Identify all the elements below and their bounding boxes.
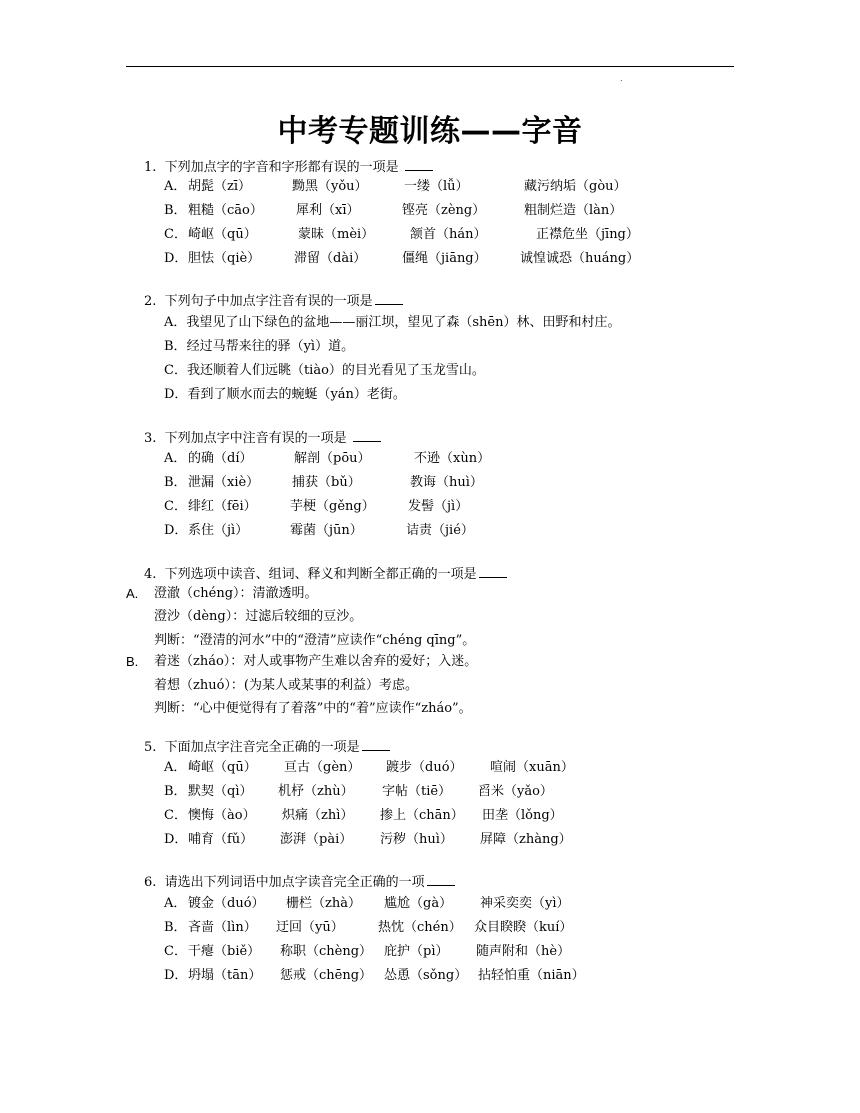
q5-option-a-label: A． (164, 760, 187, 775)
q3-c-item-3: 发髻（jì） (408, 499, 469, 514)
q3-a-item-3: 不逊（xùn） (414, 451, 491, 466)
q5-option-c-label: C． (164, 808, 187, 823)
q6-b-item-2: 迂回（yū） (276, 920, 344, 935)
q5-option-d-label: D． (164, 832, 188, 847)
q1-c-item-3: 颔首（hán） (410, 227, 487, 242)
q5-a-item-2: 亘古（gèn） (284, 760, 361, 775)
question-4-stem: 4. 下列选项中读音、组词、释义和判断全都正确的一项是 (144, 565, 507, 583)
q4-option-b-label: B. (126, 654, 139, 669)
q5-d-item-1: 哺育（fǔ） (188, 832, 254, 847)
q6-d-item-4: 拈轻怕重（niān） (478, 968, 585, 983)
q4-a-line-2: 澄沙（dèng）：过滤后较细的豆沙。 (154, 609, 363, 624)
q1-a-item-1: 胡髭（zī） (188, 179, 252, 194)
q6-b-item-3: 热忱（chén） (378, 920, 462, 935)
q1-option-c-label: C． (164, 227, 187, 242)
q5-b-item-2: 机杼（zhù） (278, 784, 354, 799)
q2-option-b: B．经过马帮来往的驿（yì）道。 (164, 339, 355, 354)
answer-blank[interactable] (353, 429, 381, 442)
q5-c-item-4: 田垄（lǒng） (482, 808, 563, 823)
q6-d-item-2: 惩戒（chēng） (280, 968, 373, 983)
q3-b-item-2: 捕获（bǔ） (292, 475, 361, 490)
q1-c-item-1: 崎岖（qū） (188, 227, 257, 242)
q5-a-item-1: 崎岖（qū） (188, 760, 257, 775)
q1-d-item-3: 僵绳（jiāng） (402, 251, 487, 266)
q3-option-b-label: B． (164, 475, 187, 490)
q6-option-a-label: A． (164, 896, 187, 911)
question-2-stem: 2. 下列句子中加点字注音有误的一项是 (144, 292, 403, 310)
q1-a-item-2: 黝黑（yǒu） (292, 179, 368, 194)
q1-d-item-2: 滞留（dài） (294, 251, 367, 266)
q5-d-item-2: 澎湃（pài） (280, 832, 353, 847)
q4-b-line-2: 着想（zhuó）：(为某人或某事的利益）考虑。 (154, 678, 418, 693)
q3-b-item-3: 教诲（huì） (410, 475, 483, 490)
q3-d-item-1: 系住（jì） (188, 523, 249, 538)
answer-blank[interactable] (405, 158, 433, 171)
q1-a-item-4: 藏污纳垢（gòu） (524, 179, 627, 194)
q1-c-item-4: 正襟危坐（jīng） (536, 227, 639, 242)
q2-option-a: A．我望见了山下绿色的盆地——丽江坝，望见了森（shēn）林、田野和村庄。 (164, 315, 621, 330)
q3-option-a-label: A． (164, 451, 187, 466)
q3-a-item-1: 的确（dí） (188, 451, 253, 466)
q6-c-item-2: 称职（chèng） (280, 944, 373, 959)
q6-a-item-4: 神采奕奕（yì） (480, 896, 570, 911)
q3-b-item-1: 泄漏（xiè） (188, 475, 260, 490)
q2-option-c: C．我还顺着人们远眺（tiào）的目光看见了玉龙雪山。 (164, 363, 485, 378)
q1-option-d-label: D． (164, 251, 188, 266)
q6-c-item-4: 随声附和（hè） (476, 944, 571, 959)
q1-b-item-2: 犀利（xī） (296, 203, 360, 218)
q6-c-item-1: 干瘪（biě） (188, 944, 261, 959)
q5-c-item-2: 炽痛（zhì） (282, 808, 354, 823)
q3-option-c-label: C． (164, 499, 187, 514)
q1-d-item-4: 诚惶诚恐（huáng） (520, 251, 640, 266)
q1-b-item-1: 粗糙（cāo） (188, 203, 263, 218)
q6-a-item-3: 尴尬（gà） (384, 896, 453, 911)
answer-blank[interactable] (427, 873, 455, 886)
answer-blank[interactable] (375, 292, 403, 305)
header-dot: . (620, 74, 623, 83)
question-1-stem: 1. 下列加点字的字音和字形都有误的一项是 (144, 158, 433, 176)
q5-c-item-1: 懊悔（ào） (188, 808, 256, 823)
q1-a-item-3: 一缕（lǚ） (404, 179, 469, 194)
q6-d-item-1: 坍塌（tān） (188, 968, 262, 983)
q6-b-item-4: 众目睽睽（kuí） (474, 920, 573, 935)
q6-option-d-label: D． (164, 968, 188, 983)
q6-option-b-label: B． (164, 920, 187, 935)
question-5-stem: 5. 下面加点字注音完全正确的一项是 (144, 738, 390, 756)
q3-a-item-2: 解剖（pōu） (294, 451, 371, 466)
q3-d-item-2: 霉菌（jūn） (290, 523, 363, 538)
answer-blank[interactable] (479, 565, 507, 578)
q6-d-item-3: 怂恿（sǒng） (384, 968, 468, 983)
q5-d-item-3: 污秽（huì） (380, 832, 453, 847)
q1-b-item-3: 铿亮（zèng） (402, 203, 486, 218)
q3-option-d-label: D． (164, 523, 188, 538)
answer-blank[interactable] (362, 738, 390, 751)
q5-a-item-4: 喧闹（xuān） (490, 760, 574, 775)
q6-a-item-1: 镀金（duó） (188, 896, 265, 911)
question-3-stem: 3. 下列加点字中注音有误的一项是 (144, 429, 381, 447)
q6-a-item-2: 栅栏（zhà） (286, 896, 361, 911)
q5-b-item-4: 舀米（yǎo） (478, 784, 553, 799)
q1-option-a-label: A． (164, 179, 187, 194)
q3-c-item-2: 芋梗（gěng） (290, 499, 375, 514)
page-title: 中考专题训练——字音 (277, 114, 583, 149)
q4-option-a-label: A. (126, 586, 139, 601)
q5-b-item-3: 字帖（tiē） (382, 784, 452, 799)
q4-a-line-1: 澄澈（chéng）：清澈透明。 (154, 586, 318, 601)
q5-b-item-1: 默契（qì） (188, 784, 253, 799)
q2-option-d: D．看到了顺水而去的蜿蜒（yán）老街。 (164, 387, 406, 402)
q1-b-item-4: 粗制烂造（làn） (524, 203, 623, 218)
q1-d-item-1: 胆怯（qiè） (188, 251, 261, 266)
q6-c-item-3: 庇护（pì） (384, 944, 449, 959)
q1-option-b-label: B． (164, 203, 187, 218)
q5-d-item-4: 屏障（zhàng） (480, 832, 572, 847)
q3-d-item-3: 诘责（jié） (406, 523, 474, 538)
q6-option-c-label: C． (164, 944, 187, 959)
q5-option-b-label: B． (164, 784, 187, 799)
q5-a-item-3: 踱步（duó） (386, 760, 463, 775)
header-rule (126, 66, 734, 67)
question-6-stem: 6. 请选出下列词语中加点字读音完全正确的一项 (144, 873, 455, 891)
q6-b-item-1: 吝啬（lìn） (188, 920, 257, 935)
q5-c-item-3: 掺上（chān） (380, 808, 464, 823)
q4-a-line-3: 判断：“澄清的河水”中的“澄清”应读作“chéng qīng”。 (154, 633, 476, 648)
q3-c-item-1: 绯红（fēi） (188, 499, 257, 514)
q1-c-item-2: 蒙昧（mèi） (298, 227, 375, 242)
q4-b-line-1: 着迷（zháo）：对人或事物产生难以舍弃的爱好；入迷。 (154, 654, 478, 669)
q4-b-line-3: 判断：“心中便觉得有了着落”中的“着”应读作“zháo”。 (154, 701, 472, 716)
